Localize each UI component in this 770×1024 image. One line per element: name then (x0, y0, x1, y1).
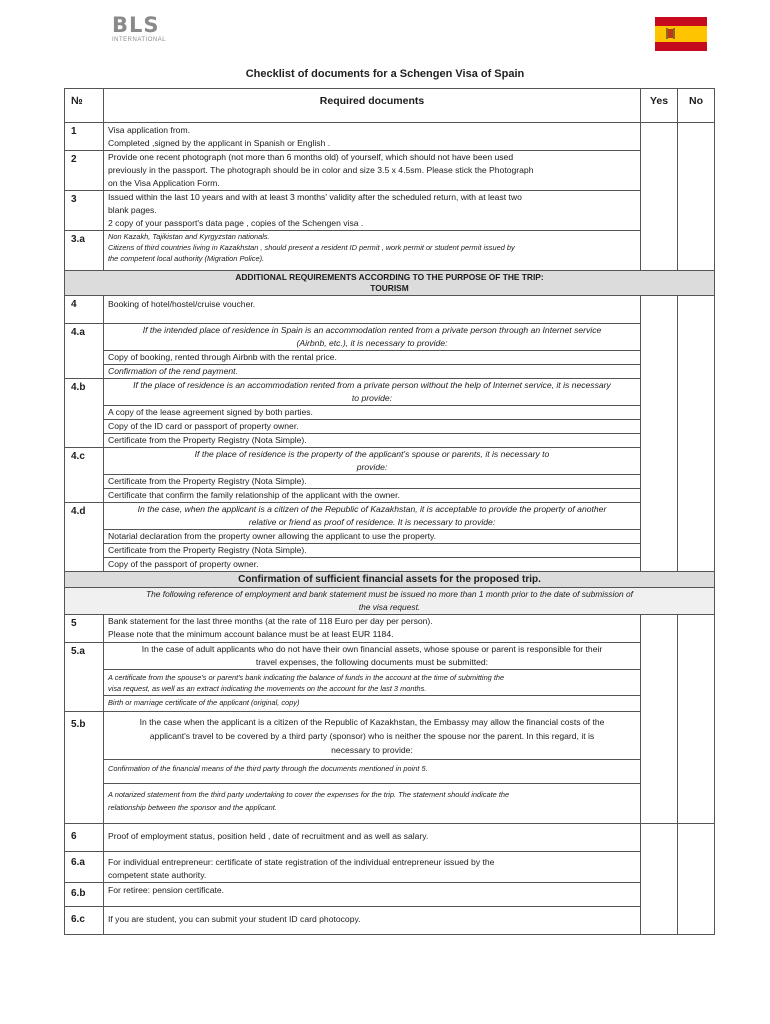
row-number: 5.b (65, 712, 104, 824)
document-title: Checklist of documents for a Schengen Visa of Spain (245, 68, 525, 80)
text-line: For individual entrepreneur: certificate of state registration of the individual entrepreneur issued by the (108, 857, 495, 867)
row-text (104, 883, 641, 907)
table-row (65, 643, 715, 712)
checklist-table (64, 88, 715, 935)
item-line: Confirmation of the rend payment. (108, 366, 238, 376)
text-line: competent state authority. (108, 870, 207, 880)
financial-note (65, 588, 715, 615)
text-line: previously in the passport. The photograph should be in color and size 3.5 x 4.5sm. Please stick the Photograph (108, 165, 534, 175)
row-text (104, 123, 641, 151)
text-line: If you are student, you can submit your student ID card photocopy. (108, 914, 361, 924)
text-line: Non Kazakh, Tajikistan and Kyrgyzstan nationals. (108, 232, 270, 241)
logo-subtext: INTERNATIONAL (112, 37, 167, 43)
section-heading-financial: Confirmation of sufficient financial assets for the proposed trip. (65, 572, 715, 588)
text-line: the competent local authority (Migration Police). (108, 254, 265, 263)
table-row (65, 123, 715, 151)
table-row (65, 883, 715, 907)
item-line: Copy of the ID card or passport of property owner. (104, 420, 640, 434)
table-row (65, 379, 715, 448)
column-header-documents: Required documents (104, 89, 641, 123)
condition-line: provide: (104, 461, 640, 475)
table-row (65, 324, 715, 379)
item-line: Confirmation of the financial means of the third party through the documents mentioned in point 5. (104, 760, 640, 784)
row-number: 3 (65, 191, 104, 231)
text-line: on the Visa Application Form. (108, 178, 220, 188)
text-line: blank pages. (108, 205, 157, 215)
text-line: For retiree: pension certificate. (108, 885, 225, 895)
text-line: Provide one recent photograph (not more than 6 months old) of yourself, which should not have been used (108, 152, 514, 162)
text-line: Booking of hotel/hostel/cruise voucher. (108, 299, 256, 309)
condition-line: travel expenses, the following documents must be submitted: (104, 656, 640, 670)
yes-checkbox[interactable] (641, 824, 678, 935)
row-number: 1 (65, 123, 104, 151)
item-line: Certificate from the Property Registry (Nota Simple). (104, 475, 640, 489)
row-number: 4 (65, 296, 104, 324)
column-header-yes: Yes (641, 89, 678, 123)
row-number: 5.a (65, 643, 104, 712)
table-row (65, 907, 715, 935)
yes-checkbox[interactable] (641, 123, 678, 271)
text-line: Bank statement for the last three months (at the rate of 118 Euro per day per person). (108, 616, 433, 626)
row-text (104, 379, 641, 448)
row-number: 4.d (65, 503, 104, 572)
row-text (104, 712, 641, 824)
row-number: 3.a (65, 231, 104, 271)
section-heading-additional (65, 271, 715, 296)
condition-line: to provide: (104, 392, 640, 406)
row-number: 6.a (65, 852, 104, 883)
item-line: Certificate from the Property Registry (Nota Simple). (108, 435, 307, 445)
row-text (104, 448, 641, 503)
section-row (65, 572, 715, 588)
item-line: A copy of the lease agreement signed by both parties. (104, 406, 640, 420)
condition-line: necessary to provide: (104, 743, 640, 760)
text-line: Proof of employment status, position held , date of recruitment and as well as salary. (108, 831, 429, 841)
condition-line: If the place of residence is an accommodation rented from a private person without the help of Internet service, it is necessary (133, 380, 611, 390)
table-row (65, 615, 715, 643)
row-number: 6.c (65, 907, 104, 935)
text-line: Citizens of third countries living in Kazakhstan , should present a resident ID permit , work permit or student permit issued by (108, 243, 515, 252)
table-row (65, 191, 715, 231)
row-text (104, 503, 641, 572)
row-text (104, 231, 641, 271)
item-line: Certificate that confirm the family relationship of the applicant with the owner. (108, 490, 400, 500)
table-row (65, 712, 715, 824)
note-row (65, 588, 715, 615)
condition-line: (Airbnb, etc.), it is necessary to provide: (104, 337, 640, 351)
row-number: 4.b (65, 379, 104, 448)
no-checkbox[interactable] (678, 615, 715, 824)
item-line: visa request, as well as an extract indicating the movements on the account for the last 3 months. (104, 683, 640, 696)
row-text (104, 191, 641, 231)
table-row (65, 296, 715, 324)
row-number: 4.c (65, 448, 104, 503)
section-row (65, 271, 715, 296)
row-text (104, 907, 641, 935)
row-text (104, 852, 641, 883)
row-number: 2 (65, 151, 104, 191)
item-line: Notarial declaration from the property owner allowing the applicant to use the property. (104, 530, 640, 544)
text-line: Completed ,signed by the applicant in Spanish or English . (108, 138, 331, 148)
item-line: Copy of booking, rented through Airbnb with the rental price. (104, 351, 640, 365)
condition-line: If the intended place of residence in Spain is an accommodation rented from a private person through an Internet service (142, 325, 602, 335)
spain-flag-icon (655, 17, 707, 51)
condition-line: In the case, when the applicant is a citizen of the Republic of Kazakhstan, it is acceptable to provide the property of another (137, 504, 607, 514)
condition-line: If the place of residence is the property of the applicant's spouse or parents, it is necessary to (194, 449, 550, 459)
condition-line: In the case of adult applicants who do not have their own financial assets, whose spouse or parent is responsible for their (141, 644, 603, 654)
row-number: 6.b (65, 883, 104, 907)
row-text (104, 643, 641, 712)
row-number: 6 (65, 824, 104, 852)
yes-checkbox[interactable] (641, 296, 678, 572)
table-row (65, 448, 715, 503)
section-line: ADDITIONAL REQUIREMENTS ACCORDING TO THE PURPOSE OF THE TRIP: (235, 272, 544, 282)
row-text (104, 296, 641, 324)
no-checkbox[interactable] (678, 824, 715, 935)
text-line: Please note that the minimum account balance must be at least EUR 1184. (108, 629, 394, 639)
table-header-row (65, 89, 715, 123)
item-line: Birth or marriage certificate of the applicant (original, copy) (108, 698, 300, 707)
condition-line: relative or friend as proof of residence. It is necessary to provide: (104, 516, 640, 530)
text-line: Visa application from. (108, 125, 191, 135)
no-checkbox[interactable] (678, 296, 715, 572)
note-line: The following reference of employment and bank statement must be issued no more than 1 month prior to the date of submission of (146, 589, 633, 599)
item-line: A notarized statement from the third party undertaking to cover the expenses for the trip. The statement should indicate the (108, 790, 510, 799)
table-row (65, 852, 715, 883)
row-number: 4.a (65, 324, 104, 379)
column-header-number: № (65, 89, 104, 123)
table-row (65, 503, 715, 572)
column-header-no: No (678, 89, 715, 123)
yes-checkbox[interactable] (641, 615, 678, 824)
section-line: TOURISM (370, 283, 409, 293)
row-number: 5 (65, 615, 104, 643)
condition-line: applicant's travel to be covered by a third party (sponsor) who is neither the spouse nor the parent. In this regard, it is (149, 731, 595, 741)
item-line: Copy of the passport of property owner. (108, 559, 259, 569)
item-line: A certificate from the spouse's or parent's bank indicating the balance of funds in the account at the time of submitting the (108, 673, 505, 682)
item-line: Certificate from the Property Registry (Nota Simple). (104, 544, 640, 558)
row-text (104, 615, 641, 643)
row-text (104, 151, 641, 191)
row-text (104, 824, 641, 852)
table-row (65, 824, 715, 852)
bls-logo (112, 14, 172, 48)
item-line: relationship between the sponsor and the applicant. (108, 803, 277, 812)
table-row (65, 231, 715, 271)
condition-line: In the case when the applicant is a citizen of the Republic of Kazakhstan, the Embassy may allow the financial costs of the (139, 717, 605, 727)
note-line: the visa request. (358, 602, 421, 612)
text-line: Issued within the last 10 years and with at least 3 months' validity after the scheduled return, with at least two (108, 192, 522, 202)
no-checkbox[interactable] (678, 123, 715, 271)
row-text (104, 324, 641, 379)
table-row (65, 151, 715, 191)
text-line: 2 copy of your passport's data page , copies of the Schengen visa . (108, 218, 364, 228)
logo-text: BLS (112, 13, 160, 37)
